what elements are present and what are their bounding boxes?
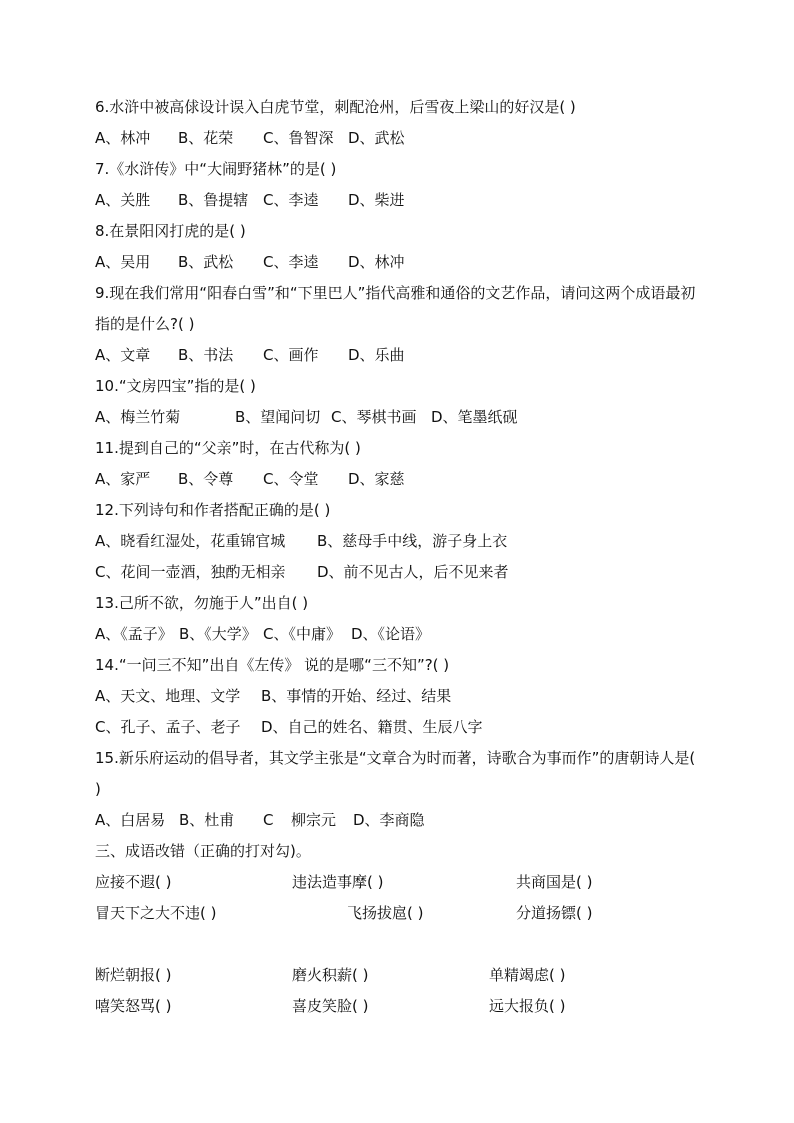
idiom-row-1: [95, 867, 705, 898]
option-c: C、琴棋书画: [331, 408, 417, 426]
option-d: D、《论语》: [351, 625, 431, 643]
option-b: B、花荣: [178, 129, 234, 147]
option-a: A、白居易: [95, 811, 166, 829]
option-d: D、乐曲: [348, 346, 405, 364]
question-8-options: [95, 247, 705, 278]
option-a: A、《孟子》: [95, 625, 173, 643]
option-b: B、望闻问切: [235, 408, 321, 426]
idiom-row-2: [95, 898, 705, 929]
question-6-options: [95, 123, 705, 154]
option-b: B、《大学》: [179, 625, 257, 643]
idiom-item: 喜皮笑脸( ): [292, 997, 369, 1015]
option-d: D、家慈: [348, 470, 405, 488]
option-c: C、《中庸》: [263, 625, 341, 643]
option-c: C、李逵: [263, 191, 319, 209]
option-c-letter: C: [263, 811, 274, 829]
question-12-options-ab: [95, 526, 705, 557]
option-b: B、杜甫: [179, 811, 235, 829]
option-d: D、柴进: [348, 191, 405, 209]
idiom-row-3: [95, 960, 705, 991]
option-b: B、令尊: [178, 470, 234, 488]
option-a: A、家严: [95, 470, 151, 488]
question-12-options-cd: [95, 557, 705, 588]
option-b: B、鲁提辖: [178, 191, 249, 209]
idiom-item: 冒天下之大不违( ): [95, 904, 217, 922]
question-10-stem: 10.“文房四宝”指的是( ): [95, 377, 256, 395]
option-d: D、自己的姓名、籍贯、生辰八字: [261, 718, 483, 736]
option-a: A、梅兰竹菊: [95, 408, 181, 426]
option-b: B、武松: [178, 253, 234, 271]
question-13-stem: 13.己所不欲，勿施于人”出自( ): [95, 594, 309, 612]
question-11-options: [95, 464, 705, 495]
question-12-stem: 12.下列诗句和作者搭配正确的是( ): [95, 501, 331, 519]
question-6-stem: 6.水浒中被高俅设计误入白虎节堂，刺配沧州，后雪夜上梁山的好汉是( ): [95, 98, 576, 116]
idiom-item: 分道扬镖( ): [516, 904, 593, 922]
option-a: A、关胜: [95, 191, 151, 209]
question-9-options: [95, 340, 705, 371]
option-c: C、画作: [263, 346, 319, 364]
option-d: D、前不见古人，后不见来者: [317, 563, 509, 581]
option-a: A、天文、地理、文学: [95, 687, 241, 705]
question-10-options: [95, 402, 705, 433]
idiom-row-4: [95, 991, 705, 1022]
option-c: C、鲁智深: [263, 129, 334, 147]
option-c: C、李逵: [263, 253, 319, 271]
option-c: C、花间一壶酒，独酌无相亲: [95, 563, 286, 581]
idiom-item: 飞扬拔扈( ): [347, 904, 424, 922]
idiom-item: 远大报负( ): [489, 997, 566, 1015]
question-13-options: [95, 619, 705, 650]
option-d: D、李商隐: [353, 811, 425, 829]
option-b: B、事情的开始、经过、结果: [261, 687, 452, 705]
option-c: C、孔子、孟子、老子: [95, 718, 241, 736]
option-d: D、笔墨纸砚: [431, 408, 518, 426]
idiom-item: 磨火积薪( ): [292, 966, 369, 984]
section-3-heading: 三、成语改错（正确的打对勾)。: [95, 842, 311, 860]
idiom-item: 断烂朝报( ): [95, 966, 172, 984]
question-14-options-cd: [95, 712, 705, 743]
option-b: B、慈母手中线，游子身上衣: [317, 532, 508, 550]
option-a: A、文章: [95, 346, 151, 364]
document-page: [95, 92, 705, 1022]
question-14-stem: 14.“一问三不知”出自《左传》 说的是哪“三不知”?( ): [95, 656, 450, 674]
question-15-stem: 15.新乐府运动的倡导者，其文学主张是“文章合为时而著，诗歌合为事而作”的唐朝诗人是( ): [95, 749, 696, 798]
question-7-stem: 7.《水浒传》中“大闹野猪林”的是( ): [95, 160, 337, 178]
option-a: A、晓看红湿处，花重锦官城: [95, 532, 286, 550]
option-d: D、林冲: [348, 253, 405, 271]
option-a: A、林冲: [95, 129, 151, 147]
option-a: A、吴用: [95, 253, 151, 271]
option-b: B、书法: [178, 346, 234, 364]
question-8-stem: 8.在景阳冈打虎的是( ): [95, 222, 246, 240]
question-15-options: [95, 805, 705, 836]
option-c: C、令堂: [263, 470, 319, 488]
idiom-item: 嘻笑怒骂( ): [95, 997, 172, 1015]
idiom-item: 应接不遐( ): [95, 873, 172, 891]
idiom-item: 单精竭虑( ): [489, 966, 566, 984]
idiom-item: 共商国是( ): [516, 873, 593, 891]
spacer: [95, 929, 705, 960]
question-7-options: [95, 185, 705, 216]
question-14-options-ab: [95, 681, 705, 712]
question-9-stem: 9.现在我们常用“阳春白雪”和“下里巴人”指代高雅和通俗的文艺作品，请问这两个成语最初指的是什么?( ): [95, 284, 696, 333]
question-11-stem: 11.提到自己的“父亲”时，在古代称为( ): [95, 439, 361, 457]
idiom-item: 违法造事摩( ): [292, 873, 384, 891]
option-d: D、武松: [348, 129, 405, 147]
option-c-text: 柳宗元: [291, 811, 337, 829]
